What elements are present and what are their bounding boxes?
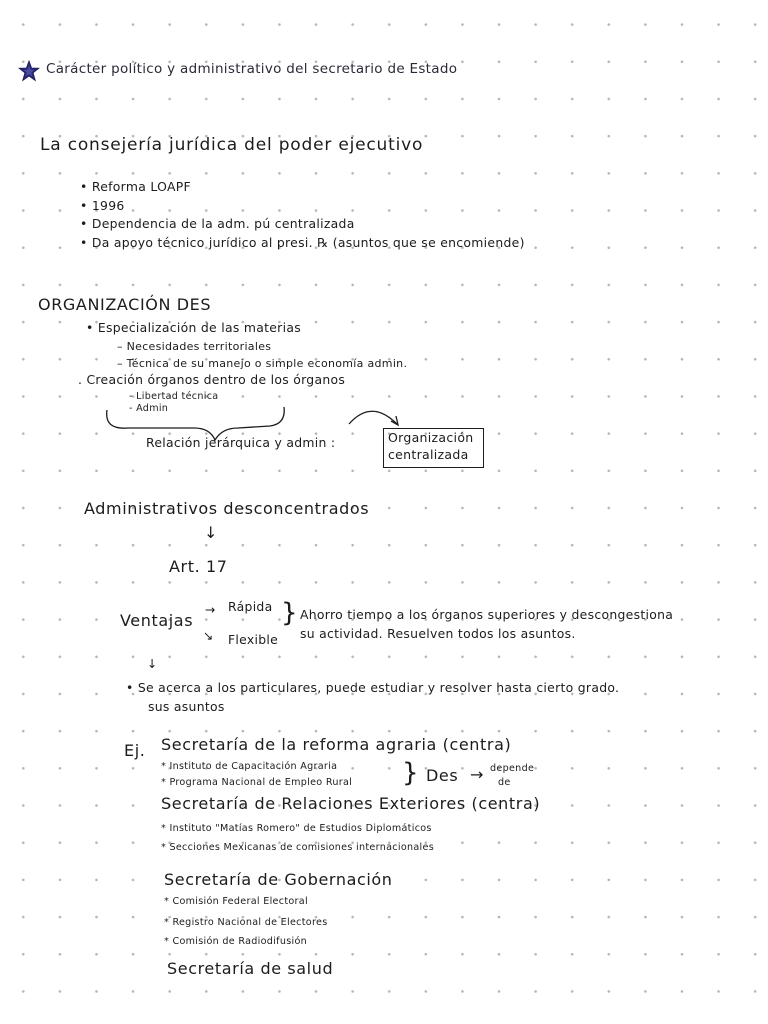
brace-icon: } bbox=[281, 598, 298, 628]
secretaria-heading: Secretaría de la reforma agraria (centra) bbox=[161, 735, 512, 754]
ventajas-description: su actividad. Resuelven todos los asuntos. bbox=[300, 626, 576, 641]
rapida-label: Rápida bbox=[228, 599, 273, 614]
consejeria-bullet: • Da apoyo técnico jurídico al presi. ℞ (asuntos que se encomiende) bbox=[80, 235, 525, 250]
organo-item: * Comisión Federal Electoral bbox=[164, 896, 308, 907]
organizacion-centralizada-box bbox=[383, 428, 484, 468]
article-label: Art. 17 bbox=[169, 557, 228, 576]
organo-item: * Instituto de Capacitación Agraria bbox=[161, 761, 338, 772]
des-label: Des bbox=[426, 766, 459, 785]
arrow-right-icon: → bbox=[205, 602, 216, 617]
organizacion-heading: ORGANIZACIÓN DES bbox=[38, 295, 212, 314]
flexible-label: Flexible bbox=[228, 632, 279, 647]
organizacion-subitem: – Técnica de su manejo o simple economía admin. bbox=[117, 357, 408, 370]
brace-icon: } bbox=[402, 758, 419, 788]
box-line: Organización bbox=[388, 430, 474, 445]
de-label: de bbox=[498, 777, 511, 788]
depende-label: depende bbox=[490, 763, 535, 774]
consejeria-bullet: • Dependencia de la adm. pú centralizada bbox=[80, 216, 355, 231]
secretaria-heading: Secretaría de Relaciones Exteriores (centra) bbox=[161, 794, 541, 813]
organo-item: * Instituto "Matías Romero" de Estudios Diplomáticos bbox=[161, 823, 432, 834]
ventajas-bullet: • Se acerca a los particulares, puede estudiar y resolver hasta cierto grado. bbox=[126, 680, 620, 695]
consejeria-heading: La consejería jurídica del poder ejecutivo bbox=[40, 135, 424, 155]
secretaria-heading: Secretaría de Gobernación bbox=[164, 870, 393, 889]
organo-item: * Comisión de Radiodifusión bbox=[164, 936, 308, 947]
relacion-text: Relación jerárquica y admin : bbox=[146, 435, 336, 450]
organo-item: * Secciones Mexicanas de comisiones internacionales bbox=[161, 842, 435, 853]
down-arrow-icon: ↓ bbox=[147, 656, 158, 671]
organizacion-item: . Creación órganos dentro de los órganos bbox=[78, 372, 346, 387]
curved-arrow-line bbox=[349, 411, 398, 425]
consejeria-bullet: • Reforma LOAPF bbox=[80, 179, 191, 194]
curved-arrow-head bbox=[391, 416, 398, 425]
ventajas-description: Ahorro tiempo a los órganos superiores y descongestiona bbox=[300, 607, 674, 622]
ventajas-label: Ventajas bbox=[120, 611, 194, 630]
box-line: centralizada bbox=[388, 447, 469, 462]
organizacion-subitem: – Necesidades territoriales bbox=[117, 340, 272, 353]
ventajas-bullet: sus asuntos bbox=[148, 699, 225, 714]
arrow-down-right-icon: ↘ bbox=[203, 628, 214, 643]
organo-item: * Registro Nacional de Electores bbox=[164, 917, 328, 928]
organizacion-subitem: - Libertad técnica bbox=[129, 391, 219, 402]
organizacion-item: • Especialización de las materias bbox=[86, 320, 301, 335]
consejeria-bullet: • 1996 bbox=[80, 198, 125, 213]
organo-item: * Programa Nacional de Empleo Rural bbox=[161, 777, 353, 788]
desconcentrados-heading: Administrativos desconcentrados bbox=[84, 499, 370, 518]
page-title: Carácter político y administrativo del secretario de Estado bbox=[46, 61, 458, 77]
secretaria-heading: Secretaría de salud bbox=[167, 959, 334, 978]
down-arrow-icon: ↓ bbox=[204, 523, 218, 542]
ejemplos-label: Ej. bbox=[124, 741, 146, 760]
organizacion-subitem: - Admin bbox=[129, 403, 169, 414]
arrow-right-icon: → bbox=[470, 765, 485, 784]
star-icon bbox=[18, 60, 40, 82]
